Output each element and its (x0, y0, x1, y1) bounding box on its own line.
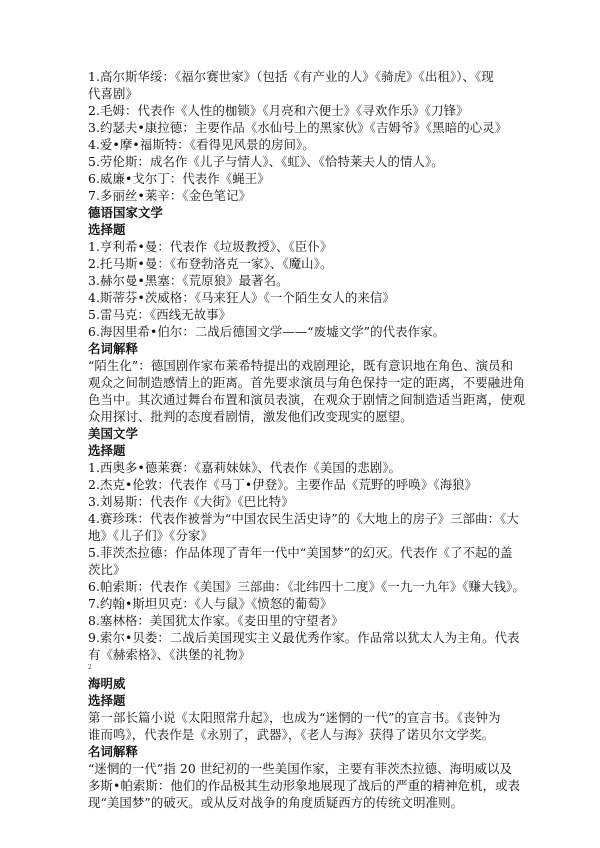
text-line (88, 544, 524, 561)
list-text: 爱•摩•福斯特：《看得见风景的房间》。 (100, 137, 315, 152)
text-line (88, 595, 524, 612)
list-text: 约瑟夫•康拉德：主要作品《水仙号上的黑家伙》《吉姆爷》《黑暗的心灵》 (100, 120, 508, 135)
list-number: 1. (88, 460, 101, 475)
text-line (88, 323, 524, 340)
text-line (88, 187, 524, 204)
page-number: 2 (88, 664, 92, 671)
text-line (88, 510, 524, 527)
text-line (88, 170, 524, 187)
text-line (88, 629, 524, 646)
section-heading: 名词解释 (88, 341, 138, 356)
list-number: 2. (88, 477, 101, 492)
list-text: 雷马克：《西线无故事》 (100, 307, 232, 322)
text-line (88, 306, 524, 323)
text-line: 茨比》 (88, 562, 126, 577)
list-number: 3. (88, 494, 101, 509)
list-text: 杰克•伦敦：代表作《马丁•伊登》。主要作品《荒野的呼唤》《海狼》 (100, 477, 478, 492)
list-text: 菲茨杰拉德：作品体现了青年一代中“美国梦”的幻灭。代表作《了不起的盖 (100, 545, 513, 560)
list-number: 7. (88, 596, 101, 611)
text-line: “陌生化”：德国剧作家布莱希特提出的戏剧理论，既有意识地在角色、演员和 (88, 358, 514, 373)
text-line (88, 119, 524, 136)
list-number: 4. (88, 511, 101, 526)
list-number: 2. (88, 256, 101, 271)
list-number: 7. (88, 188, 101, 203)
section-heading: 选择题 (88, 693, 126, 708)
text-line (88, 68, 524, 85)
section-heading: 选择题 (88, 443, 126, 458)
list-number: 4. (88, 290, 101, 305)
text-line: 地》《儿子们》《分家》 (88, 528, 213, 543)
text-line: 观众之间制造感情上的距离。首先要求演员与角色保持一定的距离，不要融进角 (88, 375, 526, 390)
list-number: 9. (88, 630, 101, 645)
list-number: 5. (88, 545, 101, 560)
text-line (88, 272, 524, 289)
section-heading: 海明威 (88, 676, 126, 691)
list-text: 海因里希•伯尔：二战后德国文学——“废墟文学”的代表作家。 (100, 324, 446, 339)
text-line (88, 578, 524, 595)
list-text: 帕索斯：代表作《美国》三部曲：《北纬四十二度》《一九一九年》《赚大钱》。 (100, 579, 525, 594)
list-text: 赫尔曼•黑塞：《荒原狼》最著名。 (100, 273, 289, 288)
list-number: 1. (88, 239, 101, 254)
text-line: 谁而鸣》，代表作是《永别了，武器》，《老人与海》获得了诺贝尔文学奖。 (88, 727, 495, 742)
text-line (88, 102, 524, 119)
list-text: 索尔•贝娄：二战后美国现实主义最优秀作家。作品常以犹太人为主角。代表 (100, 630, 520, 645)
text-line: 现“美国梦”的破灭。或从反对战争的角度质疑西方的传统文明准则。 (88, 795, 464, 810)
list-number: 2. (88, 103, 101, 118)
list-number: 3. (88, 273, 101, 288)
list-text: 塞林格：美国犹太作家。《麦田里的守望者》 (100, 613, 344, 628)
list-text: 刘易斯：代表作《大街》《巴比特》 (100, 494, 294, 509)
text-line (88, 153, 524, 170)
list-text: 多丽丝•莱辛：《金色笔记》 (100, 188, 252, 203)
list-text: 赛珍珠：代表作被誉为“中国农民生活史诗”的《大地上的房子》三部曲：《大 (100, 511, 519, 526)
list-text: 高尔斯华绥：《福尔赛世家》（包括《有产业的人》《骑虎》《出租》）、《现 (100, 69, 494, 84)
section-heading: 美国文学 (88, 426, 138, 441)
text-line (88, 289, 524, 306)
text-line: 色当中。其次通过舞台布置和演员表演，在观众于剧情之间制造适当距离，使观 (88, 392, 526, 407)
text-line (88, 459, 524, 476)
text-line (88, 612, 524, 629)
text-line: 代喜剧》 (88, 86, 138, 101)
text-line: 第一部长篇小说《太阳照常升起》，也成为“迷惘的一代”的宣言书。《丧钟为 (88, 710, 501, 725)
list-number: 4. (88, 137, 101, 152)
text-line: 多斯•帕索斯：他们的作品极其生动形象地展现了战后的严重的精神危机，或表 (88, 778, 521, 793)
text-line (88, 255, 524, 272)
text-line: 众用探讨、批判的态度看剧情，激发他们改变现实的愿望。 (88, 409, 413, 424)
list-text: 西奥多•德莱赛：《嘉莉妹妹》、代表作《美国的悲剧》。 (100, 460, 402, 475)
list-number: 1. (88, 69, 101, 84)
section-heading: 选择题 (88, 222, 126, 237)
list-number: 6. (88, 324, 101, 339)
section-heading: 名词解释 (88, 744, 138, 759)
text-line: 有《赫索格》、《洪堡的礼物》 (88, 647, 251, 662)
list-text: 劳伦斯：成名作《儿子与情人》、《虹》、《恰特莱夫人的情人》。 (100, 154, 444, 169)
list-text: 毛姆：代表作《人性的枷锁》《月亮和六便士》《寻欢作乐》《刀锋》 (100, 103, 469, 118)
list-number: 5. (88, 307, 101, 322)
list-text: 约翰•斯坦贝克：《人与鼠》《愤怒的葡萄》 (100, 596, 333, 611)
list-number: 3. (88, 120, 101, 135)
list-number: 8. (88, 613, 101, 628)
section-heading: 德语国家文学 (88, 205, 163, 220)
text-line (88, 476, 524, 493)
text-line (88, 136, 524, 153)
list-text: 威廉•戈尔丁：代表作《蝇王》 (100, 171, 270, 186)
list-text: 托马斯•曼：《布登勃洛克一家》、《魔山》。 (100, 256, 333, 271)
text-line: “迷惘的一代”指 20 世纪初的一些美国作家，主要有菲茨杰拉德、海明威以及 (88, 761, 513, 776)
list-text: 斯蒂芬•茨威格：《马来狂人》《一个陌生女人的来信》 (100, 290, 395, 305)
text-line (88, 238, 524, 255)
text-line (88, 493, 524, 510)
list-text: 亨利希•曼：代表作《垃圾教授》、《臣仆》 (100, 239, 333, 254)
list-number: 6. (88, 579, 101, 594)
list-number: 6. (88, 171, 101, 186)
list-number: 5. (88, 154, 101, 169)
